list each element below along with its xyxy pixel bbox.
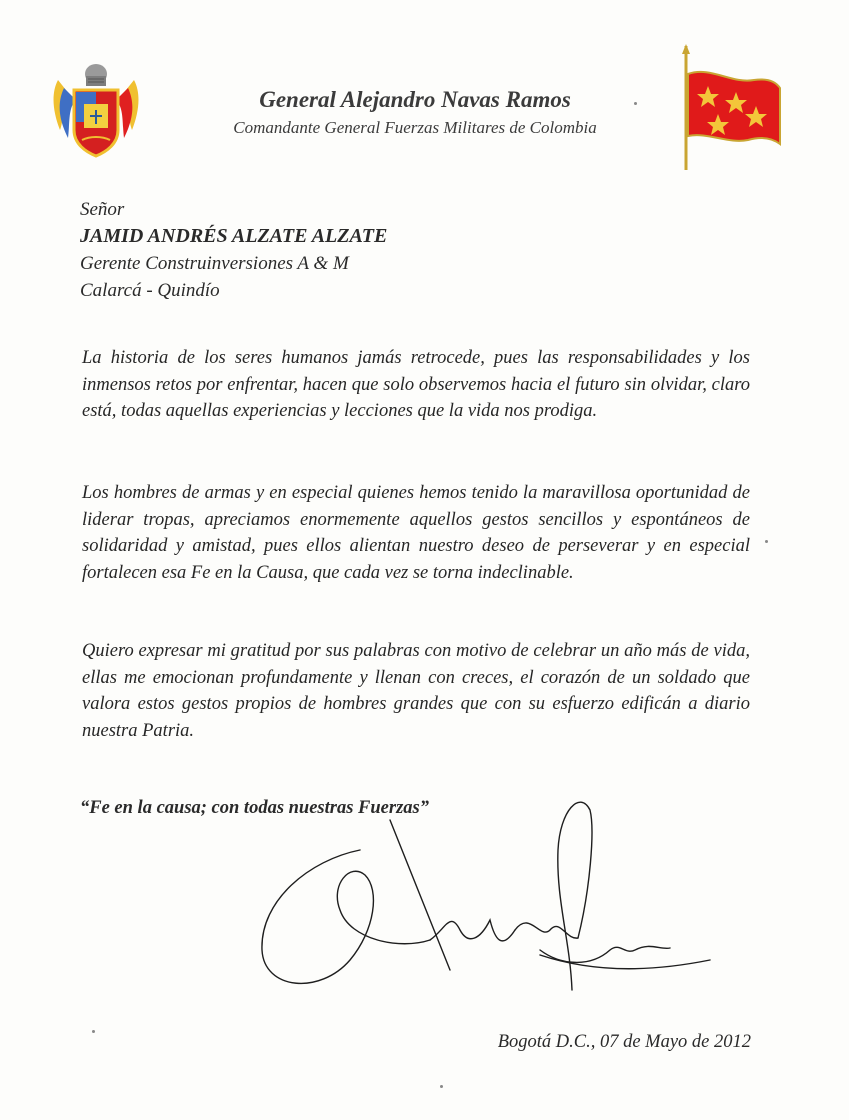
- salutation: Señor: [80, 199, 125, 220]
- body-paragraph: Los hombres de armas y en especial quienes hemos tenido la maravillosa oportunidad de liderar tropas, apreciamos enormemente aquellos gestos sencillos y espontáneos de solidaridad y amistad, pues ellos alientan nuestro deseo de perseverar y en especial fortalecen esa Fe en la Causa, que cada vez se torna indeclinable.: [82, 483, 750, 583]
- speck: [634, 102, 637, 105]
- speck: [765, 540, 768, 543]
- handwritten-signature-icon: [240, 790, 720, 1020]
- body-paragraph: Quiero expresar mi gratitud por sus palabras con motivo de celebrar un año más de vida, ellas me emocionan profundamente y llenan con creces, el corazón de un soldado que valora estos gestos propios de hombres grandes que con su esfuerzo edificán a diario nuestra Patria.: [82, 641, 750, 741]
- speck: [440, 1085, 443, 1088]
- speck: [92, 1030, 95, 1033]
- recipient-location: Calarcá - Quindío: [80, 280, 220, 301]
- recipient-position: Gerente Construinversiones A & M: [80, 253, 349, 274]
- general-flag-icon: [676, 44, 786, 172]
- body-paragraph: La historia de los seres humanos jamás retrocede, pues las responsabilidades y los inmensos retos por enfrentar, hacen que solo observemos hacia el futuro sin olvidar, claro está, todas aquellas experiencias y lecciones que la vida nos prodiga.: [82, 348, 750, 421]
- recipient-name: JAMID ANDRÉS ALZATE ALZATE: [80, 225, 388, 247]
- coat-of-arms-icon: [50, 60, 142, 160]
- sender-title: Comandante General Fuerzas Militares de Colombia: [233, 118, 597, 137]
- place-date: Bogotá D.C., 07 de Mayo de 2012: [497, 1032, 751, 1052]
- recipient-block: [80, 196, 387, 304]
- closing-motto: “Fe en la causa; con todas nuestras Fuerzas”: [80, 798, 429, 818]
- sender-name: General Alejandro Navas Ramos: [259, 87, 571, 112]
